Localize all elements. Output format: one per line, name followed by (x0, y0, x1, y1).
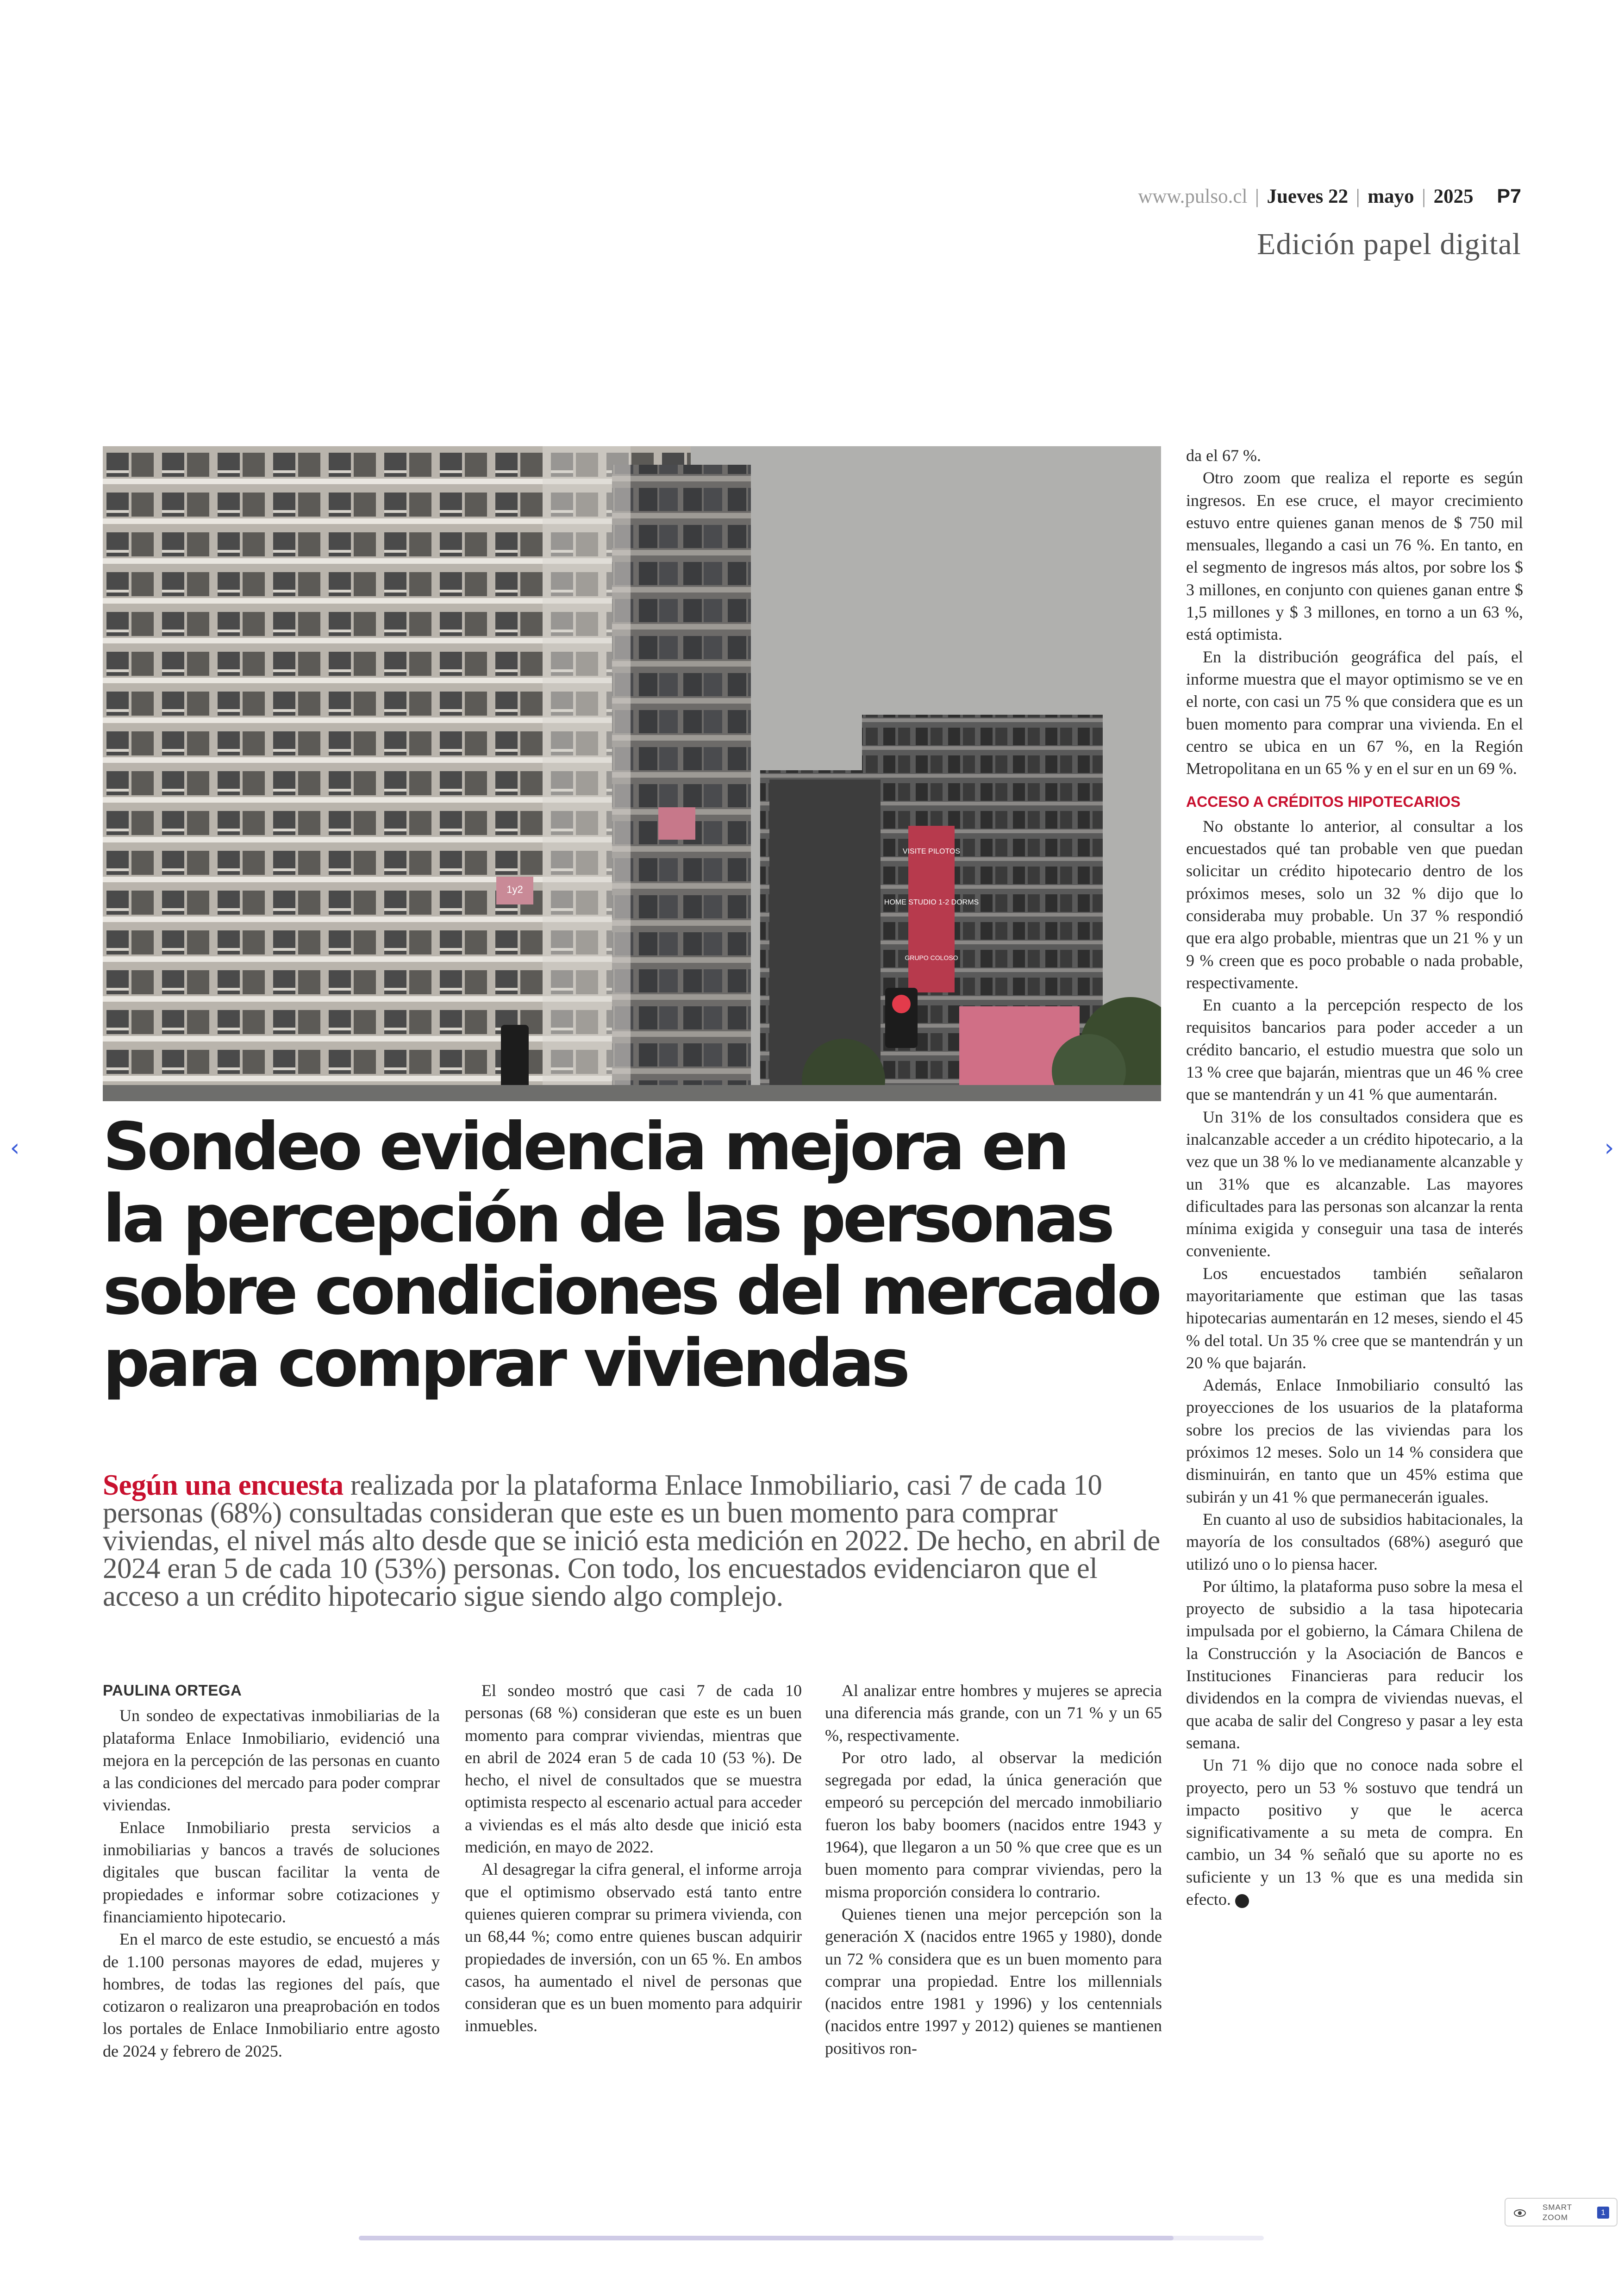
article-headline (103, 1111, 1168, 1400)
paragraph: Un sondeo de expectativas inmobiliarias de la plataforma Enlace Inmobiliario, evidenció una mejora en la percepción de las personas en cuanto a las condiciones del mercado para poder comprar viviendas. (103, 1706, 440, 1815)
paragraph: Quienes tienen una mejor percepción son la generación X (nacidos entre 1965 y 1980), donde un 72 % considera que es un buen momento para comprar una propiedad. Entre los millennials (nacidos entre 1981 y 1996) y los centennials (nacidos entre 1997 y 2012) quienes se mantienen positivos ron- (825, 1904, 1162, 2058)
paragraph-text: Un 71 % dijo que no conoce nada sobre el proyecto, pero un 53 % sostuvo que tendrá un impacto positivo y que le acerca significativamente a su meta de compra. En cambio, un 34 % señaló que su aporte no es suficiente y un 13 % que es una medida sin efecto. (1186, 1756, 1523, 1908)
body-column-2 (465, 1679, 802, 2037)
paragraph: Los encuestados también señalaron mayoritariamente que estiman que las tasas hipotecarias aumentarán en 12 meses, siendo el 45 % del total. Un 35 % cree que se mantendrán y un 20 % que bajarán. (1186, 1264, 1523, 1372)
smart-zoom-badge: 1 (1597, 2207, 1609, 2219)
body-column-3 (825, 1679, 1162, 2059)
paragraph: Enlace Inmobiliario presta servicios a inmobiliarias y bancos a través de soluciones digitales que buscan facilitar la venta de propiedades e informar sobre cotizaciones y financiamiento hipotecario. (103, 1818, 440, 1926)
paragraph: Un 31% de los consultados considera que es inalcanzable acceder a un crédito hipotecario, a la vez que un 38 % lo ve medianamente alcanzable y un 31% que es alcanzable. Las mayores dificultades para las personas son alcanzar la renta mínima exigida y conseguir una tasa de interés conveniente. (1186, 1107, 1523, 1260)
article-lead (103, 1471, 1163, 1610)
paragraph: Al desagregar la cifra general, el informe arroja que el optimismo observado está tanto entre quienes quieren comprar su primera vivienda, con un 68,44 %; como entre quienes buscan adquirir propiedades de inversión, con un 65 %. En ambos casos, ha aumentado el nivel de personas que consideran que es un buen momento para adquirir inmuebles. (465, 1860, 802, 2035)
smart-zoom-label-2: ZOOM (1543, 2213, 1568, 2222)
paragraph: En la distribución geográfica del país, el informe muestra que el mayor optimismo se ve en el norte, con casi un 75 % que considera que es un buen momento para comprar una vivienda. En el centro se ubica en un 67 %, en la Región Metropolitana en un 65 % y en el sur en un 69 %. (1186, 647, 1523, 778)
body-column-1 (103, 1679, 440, 2062)
progress-fill (359, 2236, 1174, 2240)
paragraph: Al analizar entre hombres y mujeres se aprecia una diferencia más grande, con un 71 % y un 65 %, respectivamente. (825, 1681, 1162, 1745)
eye-icon (1513, 2206, 1527, 2220)
divider: | (1422, 186, 1426, 207)
chevron-left-icon[interactable]: ‹ (10, 1134, 20, 1162)
date-day: Jueves 22 (1267, 186, 1349, 207)
paragraph (1186, 1754, 1523, 1910)
page-number: P7 (1497, 185, 1521, 207)
paragraph: da el 67 %. (1186, 446, 1261, 465)
headline-line: sobre condiciones del mercado (103, 1253, 1159, 1329)
page-header (1138, 185, 1521, 208)
smart-zoom-label-1: SMART (1543, 2203, 1573, 2212)
lead-kicker: Según una encuesta (103, 1469, 344, 1501)
building-photo (103, 446, 1161, 1101)
paragraph: En el marco de este estudio, se encuestó a más de 1.100 personas mayores de edad, mujeres y hombres, de todas las regiones del país, que cotizaron o realizaron una preaprobación en todos los portales de Enlace Inmobiliario entre agosto de 2024 y febrero de 2025. (103, 1930, 440, 2060)
divider: | (1255, 186, 1259, 207)
date-year: 2025 (1433, 186, 1474, 207)
paragraph: El sondeo mostró que casi 7 de cada 10 personas (68 %) consideran que este es un buen momento para comprar viviendas, mientras que en abril de 2024 eran 5 de cada 10 (53 %). De hecho, el nivel de consultados que se muestra optimista respecto al escenario actual para acceder a viviendas es el más alto desde que inició esta medición, en mayo de 2022. (465, 1681, 802, 1857)
headline-line: Sondeo evidencia mejora en (103, 1109, 1067, 1185)
paragraph: En cuanto a la percepción respecto de los requisitos bancarios para poder acceder a un crédito bancario, el estudio muestra que solo un 13 % cree que bajarán, mientras que un 46 % cree que se mantendrán y un 41 % que aumentarán. (1186, 996, 1523, 1104)
paragraph: Por otro lado, al observar la medición segregada por edad, la única generación que empeoró su percepción del mercado inmobiliario fueron los baby boomers (nacidos entre 1943 y 1964), que llegaron a un 50 % que cree que es un buen momento para comprar viviendas, pero la misma proporción considera lo contrario. (825, 1748, 1162, 1901)
body-column-4 (1186, 444, 1523, 1910)
site-url[interactable]: www.pulso.cl (1138, 186, 1248, 207)
chevron-right-icon[interactable]: › (1604, 1134, 1614, 1162)
byline: PAULINA ORTEGA (103, 1682, 242, 1699)
smart-zoom-label (1543, 2202, 1584, 2223)
section-subhead: ACCESO A CRÉDITOS HIPOTECARIOS (1186, 793, 1461, 811)
end-mark-icon: P (1235, 1894, 1249, 1908)
paragraph: En cuanto al uso de subsidios habitacionales, la mayoría de los consultados (68%) aseguró que utilizó uno o lo piensa hacer. (1186, 1509, 1523, 1573)
smart-zoom-button[interactable] (1505, 2198, 1618, 2226)
paragraph: Por último, la plataforma puso sobre la mesa el proyecto de subsidio a la tasa hipotecaria impulsada por el gobierno, la Cámara Chilena de la Construcción y la Asociación de Bancos e Instituciones Financieras para reducir los dividendos en la compra de viviendas nuevas, el que acaba de salir del Congreso y pasar a ley esta semana. (1186, 1577, 1523, 1752)
lead-text: realizada por la plataforma Enlace Inmobiliario, casi 7 de cada 10 personas (68%) consultadas consideran que este es un buen momento para comprar viviendas, el nivel más alto desde que se inició esta medición en 2022. De hecho, en abril de 2024 eran 5 de cada 10 (53%) personas. Con todo, los encuestados evidenciaron que el acceso a un crédito hipotecario sigue siendo algo complejo. (103, 1469, 1160, 1612)
paragraph: Otro zoom que realiza el reporte es según ingresos. En ese cruce, el mayor crecimiento estuvo entre quienes ganan menos de $ 750 mil mensuales, llegando a casi un 76 %. En tanto, en el segmento de ingresos más altos, por sobre los $ 3 millones, en conjunto con quienes ganan entre $ 1,5 millones y $ 3 millones, en torno a un 63 %, está optimista. (1186, 468, 1523, 644)
headline-line: para comprar viviendas (103, 1325, 907, 1402)
page-scroll-progress[interactable] (359, 2236, 1264, 2240)
edition-label: Edición papel digital (1257, 227, 1521, 261)
headline-line: la percepción de las personas (103, 1181, 1112, 1257)
photo-sign-3: HOME STUDIO 1-2 DORMS (884, 898, 979, 906)
paragraph: Además, Enlace Inmobiliario consultó las proyecciones de los usuarios de la plataforma sobre los precios de las viviendas para los próximos 12 meses. Solo un 14 % considera que disminuirán, en tanto que un 45% estima que subirán y un 41 % que permanecerán iguales. (1186, 1376, 1523, 1506)
photo-sign-1: 1y2 (506, 884, 523, 895)
date-month: mayo (1368, 186, 1414, 207)
paragraph: No obstante lo anterior, al consultar a los encuestados qué tan probable ven que puedan solicitar un crédito hipotecario dentro de los próximos meses, solo un 32 % dijo que lo consideraba muy probable. Un 37 % respondió que era algo probable, mientras que un 21 % y un 9 % creen que es poco probable o nada probable, respectivamente. (1186, 817, 1523, 992)
photo-sign-2: VISITE PILOTOS (902, 848, 961, 855)
photo-sign-4: GRUPO COLOSO (905, 954, 958, 961)
divider: | (1355, 186, 1360, 207)
